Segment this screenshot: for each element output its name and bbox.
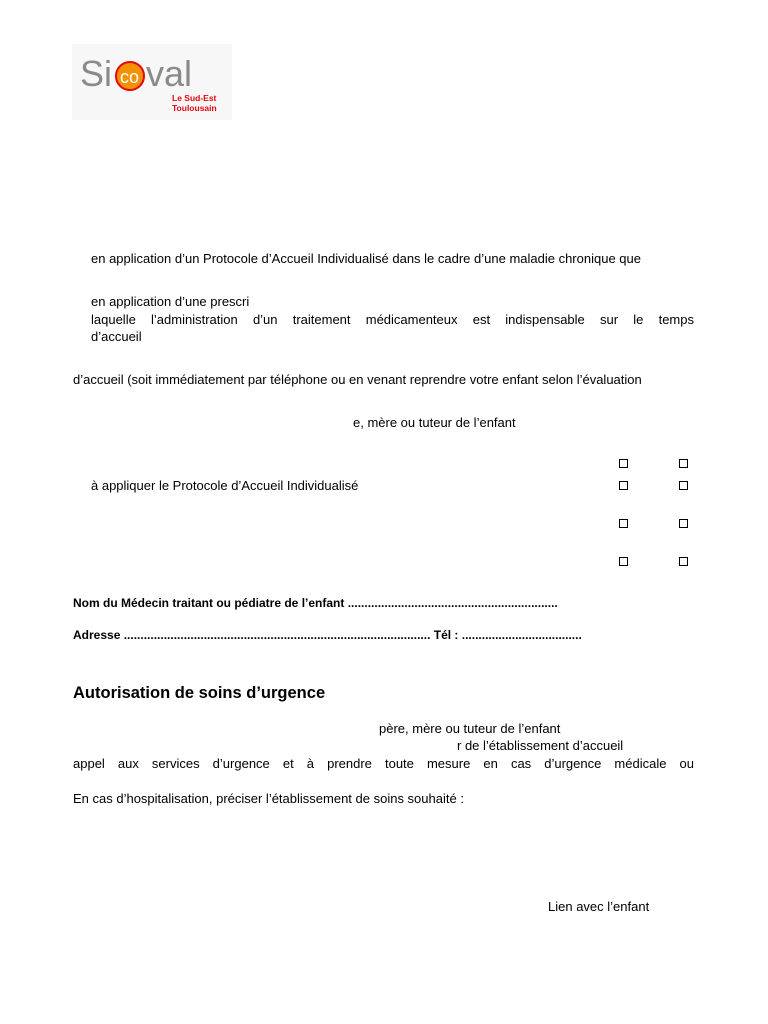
svg-text:co: co: [120, 67, 140, 87]
text-line-appliquer-pai: à appliquer le Protocole d’Accueil Individualisé: [91, 478, 359, 493]
section-title-urgence: Autorisation de soins d’urgence: [73, 684, 326, 702]
text-line-prescription: en application d’une prescri: [91, 294, 250, 309]
sicoval-logo-graphic: [72, 44, 232, 120]
text-line-evaluation: d’accueil (soit immédiatement par téléphone ou en venant reprendre votre enfant selon l’évaluation: [73, 372, 642, 387]
text-line-protocole: en application d’un Protocole d’Accueil Individualisé dans le cadre d’une maladie chronique que: [91, 251, 641, 266]
checkbox-non-2[interactable]: [679, 481, 688, 490]
text-line-services-urgence: appel aux services d’urgence et à prendre toute mesure en cas d’urgence médicale ou: [73, 756, 694, 771]
svg-text:Le Sud-Est: Le Sud-Est: [172, 93, 217, 103]
svg-text:Toulousain: Toulousain: [172, 103, 217, 113]
checkbox-oui-4[interactable]: [619, 557, 628, 566]
svg-text:val: val: [146, 53, 193, 94]
checkbox-non-3[interactable]: [679, 519, 688, 528]
text-line-lien-enfant: Lien avec l’enfant: [548, 899, 650, 914]
checkbox-non-4[interactable]: [679, 557, 688, 566]
checkbox-oui-3[interactable]: [619, 519, 628, 528]
text-line-etablissement: r de l’établissement d’accueil: [457, 738, 624, 753]
doctor-name-field[interactable]: Nom du Médecin traitant ou pédiatre de l’enfant ...............................................................: [73, 596, 558, 610]
text-line-parent: père, mère ou tuteur de l’enfant: [379, 721, 561, 736]
text-line-tuteur: e, mère ou tuteur de l’enfant: [353, 415, 516, 430]
sicoval-logo: [72, 44, 232, 120]
doctor-address-phone-field[interactable]: Adresse ............................................................................................ Tél : ....................................: [73, 628, 582, 642]
checkbox-non-1[interactable]: [679, 459, 688, 468]
text-line-traitement: laquelle l’administration d’un traitement médicamenteux est indispensable sur le temps: [91, 312, 694, 327]
svg-text:Si: Si: [80, 53, 113, 94]
checkbox-oui-1[interactable]: [619, 459, 628, 468]
text-line-hospitalisation: En cas d’hospitalisation, préciser l’établissement de soins souhaité :: [73, 791, 464, 806]
text-line-accueil: d’accueil: [91, 329, 142, 344]
checkbox-oui-2[interactable]: [619, 481, 628, 490]
